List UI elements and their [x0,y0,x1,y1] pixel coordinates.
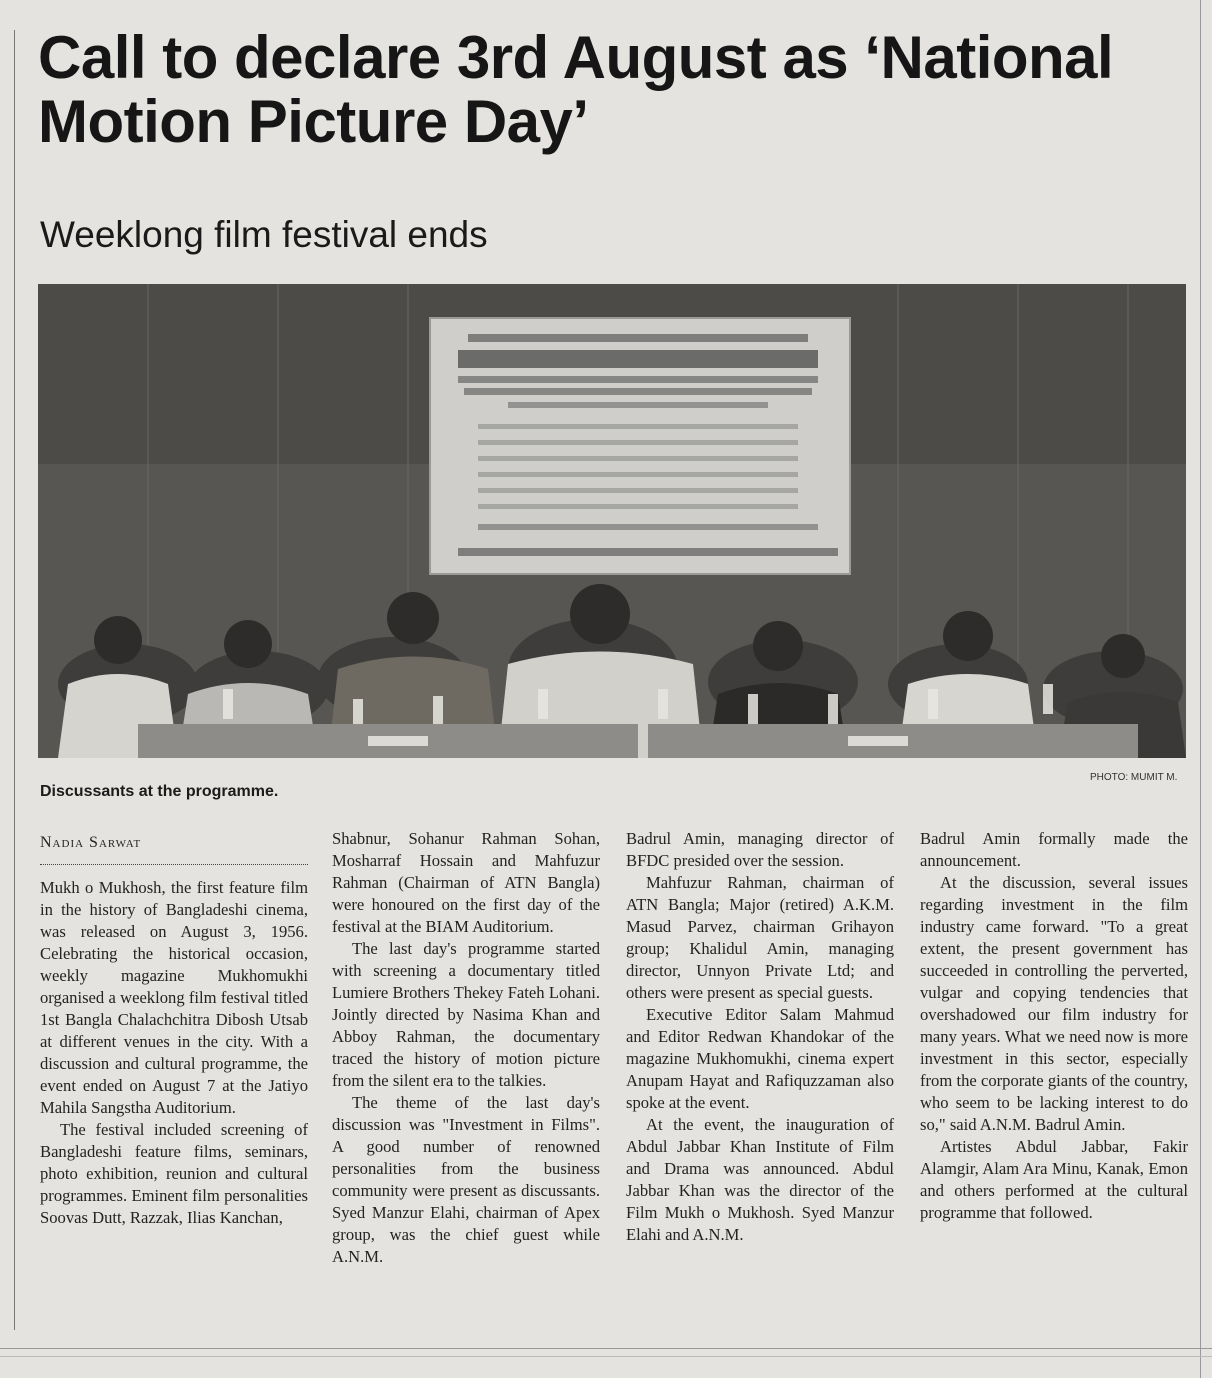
article-paragraph: Mahfuzur Rahman, chairman of ATN Bangla; Major (retired) A.K.M. Masud Parvez, chairman Grihayon group; Khalidul Amin, managing director, Unnyon Private Ltd; and others were present as special guests. [626,873,894,1002]
article-paragraph: Badrul Amin, managing director of BFDC presided over the session. [626,829,894,870]
article-paragraph: The festival included screening of Bangladeshi feature films, seminars, photo exhibition, reunion and cultural programmes. Eminent film personalities Soovas Dutt, Razzak, Ilias Kanchan, [40,1120,308,1227]
article-paragraph: The theme of the last day's discussion was "Investment in Films". A good number of renowned personalities from the business community were present as discussants. Syed Manzur Elahi, chairman of Apex group, was the chief guest while A.N.M. [332,1093,600,1266]
headline: Call to declare 3rd August as ‘National Motion Picture Day’ [38,24,1114,155]
article-paragraph: Shabnur, Sohanur Rahman Sohan, Mosharraf Hossain and Mahfuzur Rahman (Chairman of ATN Bangla) were honoured on the first day of the festival at the BIAM Auditorium. [332,829,600,936]
article-column-4 [920,828,1188,1224]
article-paragraph: Executive Editor Salam Mahmud and Editor Redwan Khandokar of the magazine Mukhomukhi, cinema expert Anupam Hayat and Rafiquzzaman also spoke at the event. [626,1005,894,1112]
column-rule-left [14,30,15,1330]
article-paragraph: At the event, the inauguration of Abdul Jabbar Khan Institute of Film and Drama was announced. Abdul Jabbar Khan was the director of the Film Mukh o Mukhosh. Syed Manzur Elahi and A.N.M. [626,1115,894,1244]
event-photo-illustration [38,284,1186,758]
article-paragraph: The last day's programme started with screening a documentary titled Lumiere Brothers Thekey Fateh Lohani. Jointly directed by Nasima Khan and Abboy Rahman, the documentary traced the history of motion picture from the silent era to the talkies. [332,939,600,1090]
column-rule-right [1200,0,1201,1378]
photo-caption: Discussants at the programme. [40,783,279,800]
article-paragraph: Artistes Abdul Jabbar, Fakir Alamgir, Alam Ara Minu, Kanak, Emon and others performed at the cultural programme that followed. [920,1137,1188,1222]
subheadline: Weeklong film festival ends [40,214,488,255]
byline: Nadia Sarwat [40,832,308,865]
article-paragraph: Mukh o Mukhosh, the first feature film in the history of Bangladeshi cinema, was released on August 3, 1956. Celebrating the historical occasion, weekly magazine Mukhomukhi organised a weeklong film festival titled 1st Bangla Chalachchitra Dibosh Utsab at different venues in the city. With a discussion and cultural programme, the event ended on August 7 at the Jatiyo Mahila Sangstha Auditorium. [40,878,308,1117]
bottom-rule-secondary [0,1356,1212,1357]
article-paragraph: Badrul Amin formally made the announcement. [920,829,1188,870]
article-column-1 [40,828,308,1229]
article-column-2 [332,828,600,1268]
bottom-rule [0,1348,1212,1349]
event-photo [38,284,1186,758]
article-paragraph: At the discussion, several issues regarding investment in the film industry came forward. "To a great extent, the present government has succeeded in controlling the perverted, vulgar and copying tendencies that overshadowed our film industry for many years. What we need now is more investment in this sector, especially from the corporate giants of the country, who seem to be lacking interest to do so," said A.N.M. Badrul Amin. [920,873,1188,1134]
photo-credit: PHOTO: MUMIT M. [1090,772,1178,783]
article-column-3 [626,828,894,1246]
